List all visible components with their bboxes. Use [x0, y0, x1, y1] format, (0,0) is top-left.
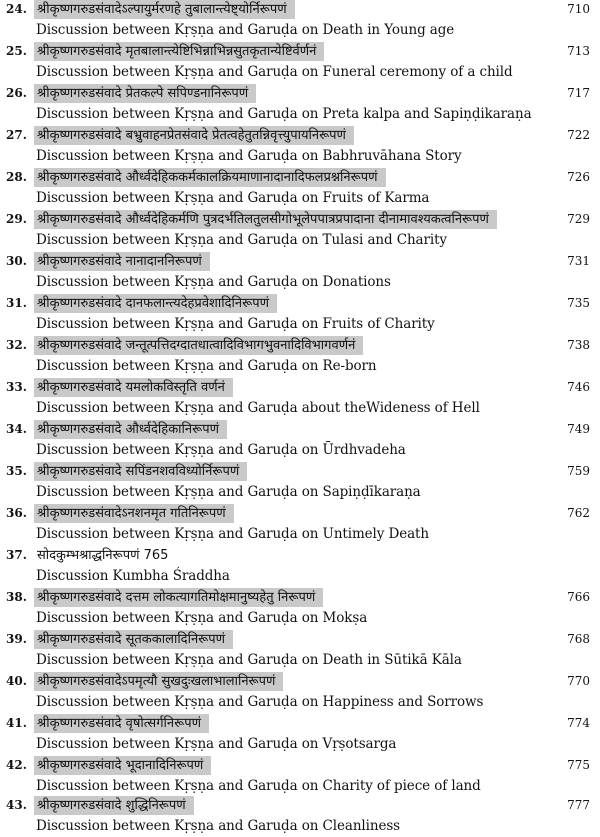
toc-entry: [0, 378, 600, 419]
chapter-number: 38.: [6, 590, 27, 604]
page-number: 749: [567, 422, 590, 436]
english-description: Discussion between Kṛṣṇa and Garuḍa on Fruits of Karma: [36, 190, 430, 206]
chapter-number: 32.: [6, 338, 27, 352]
entry-heading-row: [0, 168, 600, 188]
toc-entry: [0, 126, 600, 167]
page-number: 774: [567, 716, 590, 730]
page-number: 768: [567, 632, 590, 646]
entry-description-row: [0, 609, 600, 629]
english-description: Discussion Kumbha Śraddha: [36, 568, 230, 584]
entry-description-row: [0, 357, 600, 377]
toc-entry: [0, 84, 600, 125]
page-number: 766: [567, 590, 590, 604]
toc-entry: [0, 796, 600, 837]
sanskrit-title: श्रीकृष्णगरुडसंवादे शुद्धिनिरूपणं: [34, 796, 194, 815]
english-description: Discussion between Kṛṣṇa and Garuḍa on Babhruvāhana Story: [36, 148, 462, 164]
toc-entry: [0, 294, 600, 335]
entry-description-row: [0, 483, 600, 503]
chapter-number: 40.: [6, 674, 27, 688]
entry-description-row: [0, 231, 600, 251]
english-description: Discussion between Kṛṣṇa and Garuḍa on Mokṣa: [36, 610, 368, 626]
toc-entry: [0, 420, 600, 461]
sanskrit-title: श्रीकृष्णगरुडसंवादे और्ध्वदेहिकानिरूपणं: [34, 420, 227, 439]
sanskrit-title: श्रीकृष्णगरुडसंवादे मृतबालान्त्येष्टिभिन्नाभिन्नसुतकृतान्येष्टिर्वर्णनं: [34, 42, 324, 61]
toc-entry: [0, 504, 600, 545]
english-description: Discussion between Kṛṣṇa and Garuḍa on Ūrdhvadeha: [36, 442, 406, 458]
sanskrit-title: श्रीकृष्णगरुडसंवादे सूतककालादिनिरूपणं: [34, 630, 233, 649]
entry-heading-row: [0, 630, 600, 650]
chapter-number: 26.: [6, 86, 27, 100]
chapter-number: 35.: [6, 464, 27, 478]
english-description: Discussion between Kṛṣṇa and Garuḍa on Happiness and Sorrows: [36, 694, 484, 710]
entry-heading-row: [0, 588, 600, 608]
entry-heading-row: [0, 126, 600, 146]
toc-entry: [0, 336, 600, 377]
sanskrit-title: श्रीकृष्णगरुडसंवादे जन्तूत्पत्तिदग्दातधात्वादिविभागभुवनादिविभागवर्णनं: [34, 336, 363, 355]
chapter-number: 28.: [6, 170, 27, 184]
entry-heading-row: [0, 252, 600, 272]
sanskrit-title: श्रीकृष्णगरुडसंवादे यमलोकविस्तृति वर्णनं: [34, 378, 233, 397]
english-description: Discussion between Kṛṣṇa and Garuḍa on Charity of piece of land: [36, 778, 481, 794]
entry-heading-row: [0, 336, 600, 356]
entry-description-row: [0, 63, 600, 83]
chapter-number: 42.: [6, 758, 27, 772]
toc-entry: [0, 42, 600, 83]
chapter-number: 29.: [6, 212, 27, 226]
sanskrit-title: श्रीकृष्णगरुडसंवादे प्रेतकल्पे सपिण्डनानिरूपणं: [34, 84, 256, 103]
sanskrit-title: श्रीकृष्णगरुडसंवादे दत्तम लोकत्यागतिमोक्षमानुष्यहेतु निरूपणं: [34, 588, 323, 607]
page-number: 729: [567, 212, 590, 226]
english-description: Discussion between Kṛṣṇa and Garuḍa on Preta kalpa and Sapiṇḍikaraṇa: [36, 106, 532, 122]
entry-description-row: [0, 273, 600, 293]
english-description: Discussion between Kṛṣṇa and Garuḍa on Death in Sūtikā Kāla: [36, 652, 462, 668]
entry-heading-row: [0, 42, 600, 62]
toc-entry: [0, 714, 600, 755]
sanskrit-title: श्रीकृष्णगरुडसंवादे और्ध्वदेहिककर्मकालक्रियमाणानादानादिफलप्रश्ननिरूपणं: [34, 168, 386, 187]
sanskrit-title: श्रीकृष्णगरुडसंवादे और्ध्वदेहिकर्मणि पुत्रदर्भतिलतुलसीगोभूलेपपात्रप्रपादाना दीनामावश्यकत्वनिरूपणं: [34, 210, 497, 229]
entry-description-row: [0, 567, 600, 587]
sanskrit-title: सोदकुम्भश्राद्धनिरूपणं 765: [37, 548, 169, 563]
page-number: 738: [567, 338, 590, 352]
sanskrit-title: श्रीकृष्णगरुडसंवादे सपिंडनशवविध्योर्निरूपणं: [34, 462, 247, 481]
english-description: Discussion between Kṛṣṇa and Garuḍa on Untimely Death: [36, 526, 429, 542]
chapter-number: 39.: [6, 632, 27, 646]
sanskrit-title: श्रीकृष्णगरुडसंवादे भूदानादिनिरूपणं: [34, 756, 211, 775]
toc-entry: [0, 546, 600, 587]
chapter-number: 24.: [6, 2, 27, 16]
sanskrit-title: श्रीकृष्णगरुडसंवादे दानफलान्त्यदेहप्रवेशादिनिरूपणं: [34, 294, 277, 313]
toc-entry: [0, 462, 600, 503]
page-number: 726: [567, 170, 590, 184]
toc-entry: [0, 0, 600, 41]
english-description: Discussion between Kṛṣṇa and Garuḍa on Funeral ceremony of a child: [36, 64, 513, 80]
entry-heading-row: [0, 672, 600, 692]
page-number: 717: [567, 86, 590, 100]
page-number: 775: [567, 758, 590, 772]
chapter-number: 33.: [6, 380, 27, 394]
entry-description-row: [0, 651, 600, 671]
entry-description-row: [0, 441, 600, 461]
entry-heading-row: [0, 210, 600, 230]
toc-entry: [0, 672, 600, 713]
english-description: Discussion between Kṛṣṇa and Garuḍa on Tulasi and Charity: [36, 232, 447, 248]
sanskrit-title: श्रीकृष्णगरुडसंवादेऽनशनमृत गतिनिरूपणं: [34, 504, 234, 523]
chapter-number: 43.: [6, 798, 27, 812]
entry-description-row: [0, 735, 600, 755]
entry-heading-row: [0, 546, 600, 566]
entry-description-row: [0, 777, 600, 797]
english-description: Discussion between Kṛṣṇa and Garuḍa on Donations: [36, 274, 391, 290]
page-number: 710: [567, 2, 590, 16]
entry-description-row: [0, 315, 600, 335]
entry-heading-row: [0, 294, 600, 314]
page-number: 759: [567, 464, 590, 478]
sanskrit-title: श्रीकृष्णगरुडसंवादे बभ्रुवाहनप्रेतसंवादे प्रेतत्वहेतुतन्निवृत्त्युपायनिरूपणं: [34, 126, 354, 145]
entry-description-row: [0, 693, 600, 713]
entry-heading-row: [0, 504, 600, 524]
sanskrit-title: श्रीकृष्णगरुडसंवादेऽल्पायुर्मरणहे तुबालान्त्येष्ट्योर्निरूपणं: [34, 0, 295, 19]
sanskrit-title: श्रीकृष्णगरुडसंवादे वृषोत्सर्गनिरूपणं: [34, 714, 209, 733]
toc-entry: [0, 588, 600, 629]
page-number: 746: [567, 380, 590, 394]
english-description: Discussion between Kṛṣṇa and Garuḍa on Fruits of Charity: [36, 316, 435, 332]
page-number: 735: [567, 296, 590, 310]
toc-entry: [0, 756, 600, 797]
chapter-number: 30.: [6, 254, 27, 268]
entry-heading-row: [0, 84, 600, 104]
chapter-number: 37.: [6, 548, 27, 562]
sanskrit-title: श्रीकृष्णगरुडसंवादे नानादाननिरूपणं: [34, 252, 210, 271]
toc-entry: [0, 210, 600, 251]
entry-heading-row: [0, 796, 600, 816]
chapter-number: 34.: [6, 422, 27, 436]
toc-entry: [0, 252, 600, 293]
sanskrit-title: श्रीकृष्णगरुडसंवादेऽपमृत्यौ सुखदुःखलाभालानिरूपणं: [34, 672, 283, 691]
toc-entry: [0, 168, 600, 209]
page-number: 722: [567, 128, 590, 142]
entry-heading-row: [0, 756, 600, 776]
chapter-number: 27.: [6, 128, 27, 142]
page-number: 770: [567, 674, 590, 688]
entry-heading-row: [0, 462, 600, 482]
english-description: Discussion between Kṛṣṇa and Garuḍa on Cleanliness: [36, 818, 400, 834]
entry-description-row: [0, 147, 600, 167]
entry-description-row: [0, 399, 600, 419]
chapter-number: 41.: [6, 716, 27, 730]
entry-heading-row: [0, 714, 600, 734]
entry-description-row: [0, 189, 600, 209]
entry-description-row: [0, 817, 600, 837]
entry-description-row: [0, 105, 600, 125]
page-number: 713: [567, 44, 590, 58]
english-description: Discussion between Kṛṣṇa and Garuḍa on Death in Young age: [36, 22, 455, 38]
entry-heading-row: [0, 0, 600, 20]
english-description: Discussion between Kṛṣṇa and Garuḍa about theWideness of Hell: [36, 400, 480, 416]
english-description: Discussion between Kṛṣṇa and Garuḍa on Vṛṣotsarga: [36, 736, 397, 752]
toc-entry: [0, 630, 600, 671]
entry-heading-row: [0, 378, 600, 398]
page-number: 762: [567, 506, 590, 520]
chapter-number: 36.: [6, 506, 27, 520]
english-description: Discussion between Kṛṣṇa and Garuḍa on Sapiṇḍīkaraṇa: [36, 484, 421, 500]
page-number: 731: [567, 254, 590, 268]
chapter-number: 25.: [6, 44, 27, 58]
entry-description-row: [0, 525, 600, 545]
entry-description-row: [0, 21, 600, 41]
english-description: Discussion between Kṛṣṇa and Garuḍa on Re-born: [36, 358, 377, 374]
chapter-number: 31.: [6, 296, 27, 310]
entry-heading-row: [0, 420, 600, 440]
page-number: 777: [567, 798, 590, 812]
